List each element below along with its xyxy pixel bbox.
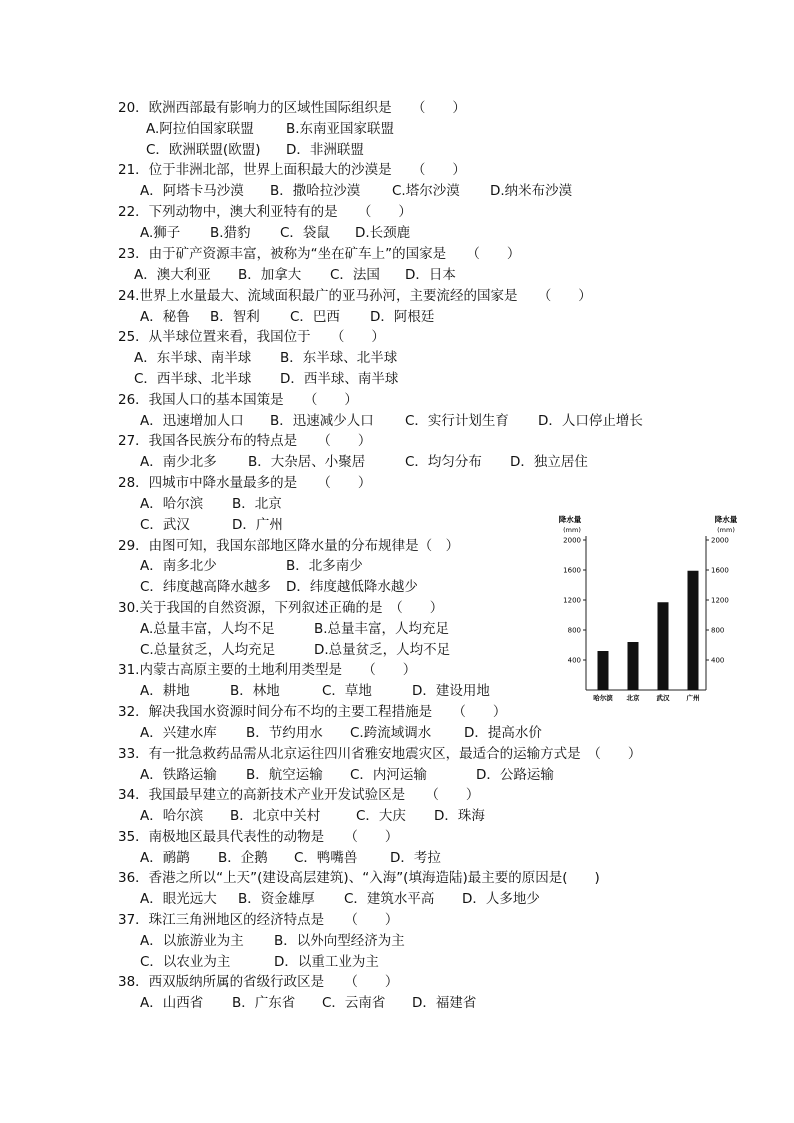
option: B．北京中关村 xyxy=(230,808,321,824)
option: A.阿拉伯国家联盟 xyxy=(146,121,254,137)
y-axis-label-right: 降水量 xyxy=(714,515,738,524)
y-axis-unit-right: (mm) xyxy=(717,526,735,534)
question-32-stem: 32．解决我国水资源时间分布不均的主要工程措施是 （ ） xyxy=(118,704,507,720)
x-tick-label: 广州 xyxy=(686,694,700,702)
option: C．实行计划生育 xyxy=(405,413,509,429)
option: A．铁路运输 xyxy=(140,767,217,783)
question-31-stem: 31.内蒙古高原主要的土地利用类型是 （ ） xyxy=(118,662,417,678)
question-33-stem: 33．有一批急救药品需从北京运往四川省雅安地震灾区，最适合的运输方式是 （ ） xyxy=(118,746,642,762)
y-tick-label-right: 1600 xyxy=(711,566,729,575)
y-tick-label-right: 400 xyxy=(711,656,725,665)
option: A．眼光远大 xyxy=(140,891,217,907)
option: B.总量丰富，人均充足 xyxy=(314,621,450,637)
option: B.东南亚国家联盟 xyxy=(286,121,395,137)
option: C．纬度越高降水越多 xyxy=(140,579,271,595)
option: C．鸭嘴兽 xyxy=(294,850,358,866)
question-26-stem: 26．我国人口的基本国策是 （ ） xyxy=(118,392,358,408)
option: D．公路运输 xyxy=(476,767,554,783)
option: B．北多南少 xyxy=(286,558,363,574)
option: C．西半球、北半球 xyxy=(134,371,252,387)
y-axis-unit-left: (mm) xyxy=(563,526,581,534)
question-20-stem: 20．欧洲西部最有影响力的区域性国际组织是 （ ） xyxy=(118,100,466,116)
bar-3 xyxy=(688,571,699,690)
option: B．加拿大 xyxy=(238,267,302,283)
option: C．欧洲联盟(欧盟) xyxy=(146,142,261,158)
option: B．广东省 xyxy=(232,995,296,1011)
option: D．广州 xyxy=(232,517,283,533)
option: C.塔尔沙漠 xyxy=(392,183,460,199)
option: A．哈尔滨 xyxy=(140,808,204,824)
option: B．资金雄厚 xyxy=(238,891,315,907)
question-36-stem: 36．香港之所以“上天”(建设高层建筑)、“入海”(填海造陆)最主要的原因是( ) xyxy=(118,870,600,886)
option: A.狮子 xyxy=(140,225,181,241)
option: A．山西省 xyxy=(140,995,204,1011)
option: D．提高水价 xyxy=(464,725,542,741)
option: A．以旅游业为主 xyxy=(140,933,244,949)
option: A．哈尔滨 xyxy=(140,496,204,512)
option: C．建筑水平高 xyxy=(344,891,435,907)
option: D.总量贫乏，人均不足 xyxy=(314,642,451,658)
option: A．兴建水库 xyxy=(140,725,217,741)
option: A．耕地 xyxy=(140,683,190,699)
option: D．独立居住 xyxy=(510,454,588,470)
question-34-stem: 34．我国最早建立的高新技术产业开发试验区是 （ ） xyxy=(118,787,480,803)
option: C．云南省 xyxy=(322,995,386,1011)
precipitation-chart xyxy=(556,512,746,712)
y-tick-label-left: 1600 xyxy=(563,566,581,575)
option: B．撒哈拉沙漠 xyxy=(270,183,361,199)
question-23-stem: 23．由于矿产资源丰富，被称为“坐在矿车上”的国家是 （ ） xyxy=(118,246,521,262)
y-tick-label-right: 1200 xyxy=(711,596,729,605)
option: B．智利 xyxy=(210,309,260,325)
option: C．武汉 xyxy=(140,517,190,533)
y-tick-label-right: 800 xyxy=(711,626,725,635)
option: C．以农业为主 xyxy=(140,954,231,970)
option: C.跨流域调水 xyxy=(350,725,432,741)
option: B．以外向型经济为主 xyxy=(274,933,405,949)
question-27-stem: 27．我国各民族分布的特点是 （ ） xyxy=(118,433,372,449)
y-axis-label-left: 降水量 xyxy=(558,515,582,524)
option: A．阿塔卡马沙漠 xyxy=(140,183,244,199)
option: D．福建省 xyxy=(412,995,477,1011)
option: D．人口停止增长 xyxy=(538,413,643,429)
question-35-stem: 35．南极地区最具代表性的动物是 （ ） xyxy=(118,829,399,845)
question-28-stem: 28．四城市中降水量最多的是 （ ） xyxy=(118,475,372,491)
option: B．北京 xyxy=(232,496,282,512)
option: A．东半球、南半球 xyxy=(134,350,252,366)
option: A．迅速增加人口 xyxy=(140,413,244,429)
option: C．巴西 xyxy=(290,309,340,325)
option: D.长颈鹿 xyxy=(355,225,411,241)
y-tick-label-left: 400 xyxy=(567,656,581,665)
y-tick-label-left: 2000 xyxy=(563,536,581,545)
option: B．航空运输 xyxy=(246,767,323,783)
bar-1 xyxy=(628,642,639,690)
bar-0 xyxy=(598,651,609,690)
option: A．澳大利亚 xyxy=(134,267,211,283)
option: B．大杂居、小聚居 xyxy=(248,454,366,470)
option: B．林地 xyxy=(230,683,280,699)
option: D．人多地少 xyxy=(462,891,540,907)
option: C．均匀分布 xyxy=(405,454,482,470)
option: C．草地 xyxy=(322,683,372,699)
option: B．迅速减少人口 xyxy=(270,413,374,429)
bar-2 xyxy=(658,602,669,690)
question-30-stem: 30.关于我国的自然资源，下列叙述正确的是 （ ） xyxy=(118,600,444,616)
option: D．建设用地 xyxy=(412,683,490,699)
option: C．袋鼠 xyxy=(280,225,330,241)
question-29-stem: 29．由图可知，我国东部地区降水量的分布规律是（ ） xyxy=(118,538,460,554)
option: D．纬度越低降水越少 xyxy=(286,579,418,595)
x-tick-label: 哈尔滨 xyxy=(593,694,613,702)
option: A.总量丰富，人均不足 xyxy=(140,621,275,637)
option: A．南多北少 xyxy=(140,558,217,574)
option: B．企鹅 xyxy=(218,850,268,866)
option: B.猎豹 xyxy=(210,225,251,241)
question-22-stem: 22．下列动物中，澳大利亚特有的是 （ ） xyxy=(118,204,412,220)
y-tick-label-left: 1200 xyxy=(563,596,581,605)
option: C．大庆 xyxy=(356,808,406,824)
question-21-stem: 21．位于非洲北部，世界上面积最大的沙漠是 （ ） xyxy=(118,162,466,178)
x-tick-label: 武汉 xyxy=(656,694,670,702)
option: C．内河运输 xyxy=(350,767,427,783)
option: A．秘鲁 xyxy=(140,309,190,325)
option: D．珠海 xyxy=(434,808,485,824)
precipitation-chart-svg xyxy=(556,512,746,712)
y-tick-label-left: 800 xyxy=(567,626,581,635)
option: D．阿根廷 xyxy=(370,309,435,325)
option: A．南少北多 xyxy=(140,454,217,470)
option: B．东半球、北半球 xyxy=(280,350,398,366)
option: D．以重工业为主 xyxy=(274,954,379,970)
option: D.纳米布沙漠 xyxy=(490,183,573,199)
y-tick-label-right: 2000 xyxy=(711,536,729,545)
option: C．法国 xyxy=(330,267,380,283)
option: D．日本 xyxy=(405,267,456,283)
option: D．非洲联盟 xyxy=(286,142,364,158)
x-tick-label: 北京 xyxy=(626,694,640,702)
question-37-stem: 37．珠江三角洲地区的经济特点是 （ ） xyxy=(118,912,399,928)
option: D．考拉 xyxy=(390,850,441,866)
option: B．节约用水 xyxy=(246,725,323,741)
option: A．鸸鹋 xyxy=(140,850,190,866)
option: C.总量贫乏，人均充足 xyxy=(140,642,276,658)
option: D．西半球、南半球 xyxy=(280,371,399,387)
question-24-stem: 24.世界上水量最大、流域面积最广的亚马孙河，主要流经的国家是 （ ） xyxy=(118,288,592,304)
question-25-stem: 25．从半球位置来看，我国位于 （ ） xyxy=(118,329,385,345)
question-38-stem: 38．西双版纳所属的省级行政区是 （ ） xyxy=(118,974,399,990)
